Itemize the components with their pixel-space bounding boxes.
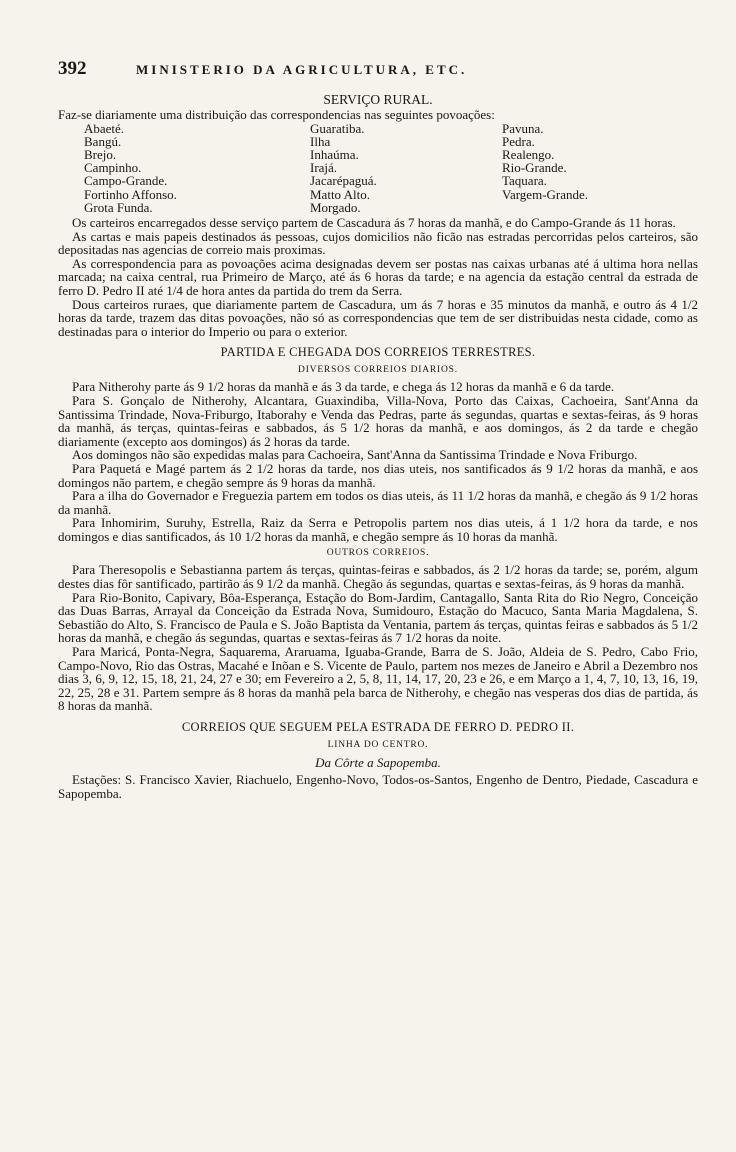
- paragraph-sao-goncalo: Para S. Gonçalo de Nitherohy, Alcantara, Guaxindiba, Villa-Nova, Porto das Caixas, Cachoeira, Sant'Anna da Santissima Trindade, Nova-Friburgo, Itaborahy e Venda das Pedras, parte ás segundas, quartas e sextas-feiras, ás 9 horas da manhã, ás terças, quintas-feiras e sabbados, ás 5 1/2 horas da manhã, e aos domingos, ás 2 da tarde e chegão diariamente (excepto aos domingos) ás 2 horas da tarde.: [58, 392, 698, 449]
- paragraph-rio-bonito: Para Rio-Bonito, Capivary, Bôa-Esperança, Estação do Bom-Jardim, Cantagallo, Santa Rita do Rio Negro, Conceição das Duas Barras, Arrayal da Conceição da Estrada Nova, Sumidouro, Estação do Macuco, Santa Maria Magdalena, S. Sebastião do Alto, S. Francisco de Paula e S. João Baptista da Ventania, partem ás terças, quintas feiras e sabbados ás 5 1/2 horas da manhã, e chegão ás segundas, quartas e sextas-feiras ás 7 1/2 horas da noite.: [58, 589, 698, 646]
- paragraph-cartas: As cartas e mais papeis destinados ás pessoas, cujos domicilios não ficão nas estradas percorridas pelos carteiros, são depositadas nas agencias de correio mais proximas.: [58, 228, 698, 258]
- paragraph-marica: Para Maricá, Ponta-Negra, Saquarema, Araruama, Iguaba-Grande, Barra de S. João, Aldeia de S. Pedro, Cabo Frio, Campo-Novo, Rio das Ostras, Macahé e Inõan e S. Vicente de Paulo, partem nos mezes de Janeiro e Abril a Dezembro nos dias 3, 6, 9, 12, 15, 18, 21, 24, 27 e 30; em Fevereiro a 2, 5, 8, 11, 14, 17, 20, 23 e 26, e em Março a 1, 4, 7, 10, 13, 16, 19, 22, 25, 28 e 31. Partem sempre ás 8 horas da manhã pela barca de Nitherohy, e chegão nas vesperas dos dias de partida, ás 8 horas da manhã.: [58, 644, 698, 714]
- paragraph-inhomirim: Para Inhomirim, Suruhy, Estrella, Raiz da Serra e Petropolis partem nos dias uteis, á 1 1/2 hora da tarde, e nos domingos e dias santificados, ás 10 1/2 horas da manhã, e chegão sempre ás 10 horas da manhã.: [58, 515, 698, 544]
- running-header: [58, 58, 698, 80]
- towns-column-2: [310, 122, 502, 214]
- paragraph-governador: Para a ilha do Governador e Freguezia partem em todos os dias uteis, ás 11 1/2 horas da manhã, e chegão ás 9 1/2 horas da manhã.: [58, 488, 698, 517]
- subheading-linha-centro: LINHA DO CENTRO.: [327, 740, 429, 751]
- town-item: Pedra.: [502, 133, 535, 149]
- town-item: Irajá.: [310, 160, 338, 176]
- town-item: Guaratiba.: [310, 120, 365, 136]
- towns-list: [58, 122, 698, 214]
- section-title-estrada-ferro: CORREIOS QUE SEGUEM PELA ESTRADA DE FERRO D. PEDRO II.: [181, 720, 575, 735]
- town-item: Abaeté.: [84, 120, 125, 136]
- document-page: [58, 58, 698, 800]
- section-title-servico-rural: SERVIÇO RURAL.: [323, 92, 433, 107]
- paragraph-nitherohy: Para Nitherohy parte ás 9 1/2 horas da manhã e ás 3 da tarde, e chega ás 12 horas da manhã e 6 da tarde.: [72, 379, 615, 395]
- town-item: Taquara.: [502, 173, 547, 189]
- town-item: Campinho.: [84, 160, 142, 176]
- town-item: Jacarépaguá.: [310, 173, 377, 189]
- towns-column-3: [502, 122, 692, 214]
- town-item: Grota Funda.: [84, 199, 153, 215]
- running-title: MINISTERIO DA AGRICULTURA, ETC.: [136, 62, 468, 77]
- subheading-diarios: DIVERSOS CORREIOS DIARIOS.: [298, 365, 458, 376]
- paragraph-paqueta: Para Paquetá e Magé partem ás 2 1/2 horas da tarde, nos dias uteis, nos santificados ás 9 1/2 horas da manhã, e aos domingos não partem, e chegão sempre ás 9 horas da manhã.: [58, 460, 698, 490]
- paragraph-domingos: Aos domingos não são expedidas malas para Cachoeira, Sant'Anna da Santissima Trindade e Nova Friburgo.: [72, 447, 638, 463]
- town-item: Fortinho Affonso.: [84, 186, 177, 202]
- town-item: Brejo.: [84, 147, 117, 162]
- town-item: Morgado.: [310, 199, 361, 215]
- town-item: Campo-Grande.: [84, 173, 168, 189]
- town-item: Inhaúma.: [310, 147, 359, 162]
- town-item: Realengo.: [502, 147, 555, 162]
- paragraph-carteiros: Os carteiros encarregados desse serviço partem de Cascadura ás 7 horas da manhã, e do Campo-Grande ás 11 horas.: [72, 215, 676, 231]
- paragraph-estacoes: Estações: S. Francisco Xavier, Riachuelo, Engenho-Novo, Todos-os-Santos, Engenho de Dentro, Piedade, Cascadura e Sapopemba.: [58, 772, 698, 801]
- intro-paragraph: Faz-se diariamente uma distribuição das correspondencias nas seguintes povoações:: [58, 107, 495, 122]
- town-item: Rio-Grande.: [502, 160, 567, 176]
- paragraph-carteiros-ruraes: Dous carteiros ruraes, que diariamente partem de Cascadura, um ás 7 horas e 35 minutos da manhã, e outro ás 4 1/2 horas da tarde, trazem das ditas povoações, não só as correspondencias que tem de ser distribuidas nesta cidade, como as destinadas para o interior do Imperio ou para o exterior.: [58, 296, 698, 339]
- town-item: Ilha: [310, 133, 331, 149]
- town-item: Bangú.: [84, 133, 122, 149]
- subheading-outros: OUTROS CORREIOS.: [326, 548, 430, 559]
- page-number: 392: [58, 58, 87, 79]
- town-item: Pavuna.: [502, 120, 544, 136]
- route-heading: Da Côrte a Sapopemba.: [315, 755, 441, 771]
- paragraph-theresopolis: Para Theresopolis e Sebastianna partem ás terças, quintas-feiras e sabbados, ás 2 1/2 horas da tarde; se, porém, algum destes dias fôr santificado, partirão ás 9 1/2 da manhã. Chegão ás segundas, quartas e sextas-feiras, ás 9 horas da manhã.: [58, 562, 698, 592]
- town-item: Matto Alto.: [310, 186, 370, 202]
- towns-column-1: [84, 122, 310, 214]
- section-title-partida: PARTIDA E CHEGADA DOS CORREIOS TERRESTRES.: [220, 345, 536, 360]
- town-item: Vargem-Grande.: [502, 186, 589, 202]
- paragraph-caixas: As correspondencia para as povoações acima designadas devem ser postas nas caixas urbanas até á ultima hora nellas marcada; na caixa central, rua Primeiro de Março, até ás 6 horas da tarde; e na agencia da estação central da estrada de ferro D. Pedro II até 1/4 de hora antes da partida do trem da Serra.: [58, 255, 698, 298]
